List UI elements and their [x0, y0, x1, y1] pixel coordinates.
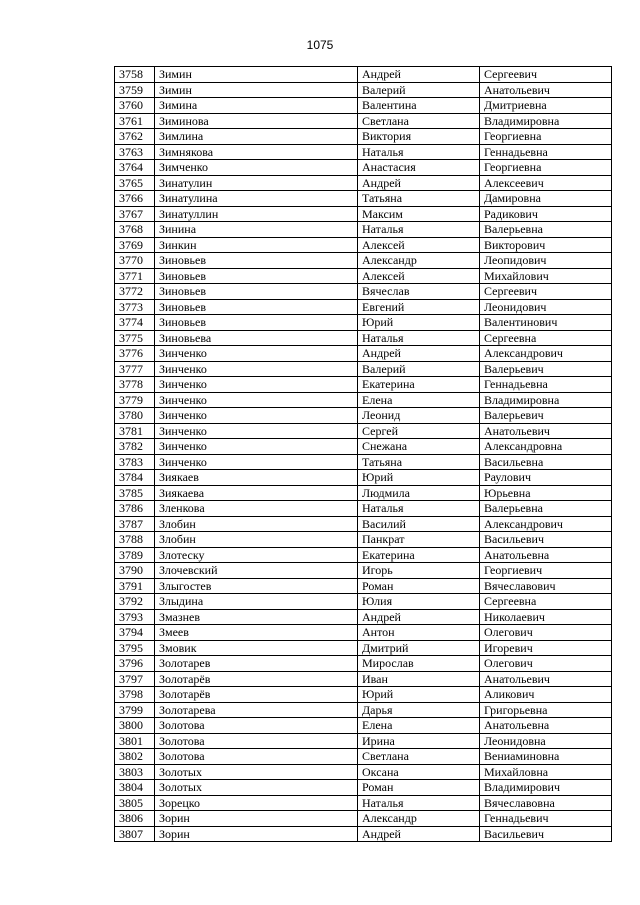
patronymic-cell: Анатольевна	[480, 547, 612, 563]
first-name-cell: Алексей	[358, 237, 480, 253]
patronymic-cell: Васильевич	[480, 532, 612, 548]
patronymic-cell: Сергеевич	[480, 67, 612, 83]
first-name-cell: Екатерина	[358, 377, 480, 393]
last-name-cell: Зинатуллин	[155, 206, 358, 222]
patronymic-cell: Геннадьевна	[480, 144, 612, 160]
last-name-cell: Золотарев	[155, 656, 358, 672]
table-row	[115, 98, 612, 114]
first-name-cell: Дарья	[358, 702, 480, 718]
last-name-cell: Зинченко	[155, 439, 358, 455]
first-name-cell: Александр	[358, 253, 480, 269]
last-name-cell: Зиновьев	[155, 253, 358, 269]
row-number-cell: 3784	[115, 470, 155, 486]
patronymic-cell: Анатольевич	[480, 423, 612, 439]
first-name-cell: Елена	[358, 392, 480, 408]
table-row	[115, 129, 612, 145]
patronymic-cell: Валерьевна	[480, 222, 612, 238]
first-name-cell: Евгений	[358, 299, 480, 315]
patronymic-cell: Валерьевна	[480, 501, 612, 517]
patronymic-cell: Васильевич	[480, 826, 612, 842]
table-row	[115, 392, 612, 408]
last-name-cell: Зиновьева	[155, 330, 358, 346]
row-number-cell: 3761	[115, 113, 155, 129]
last-name-cell: Зиминова	[155, 113, 358, 129]
patronymic-cell: Михайловна	[480, 764, 612, 780]
first-name-cell: Ирина	[358, 733, 480, 749]
last-name-cell: Злыдина	[155, 594, 358, 610]
last-name-cell: Зленкова	[155, 501, 358, 517]
patronymic-cell: Викторович	[480, 237, 612, 253]
first-name-cell: Юлия	[358, 594, 480, 610]
first-name-cell: Александр	[358, 811, 480, 827]
patronymic-cell: Валентинович	[480, 315, 612, 331]
last-name-cell: Злочевский	[155, 563, 358, 579]
names-table	[114, 66, 612, 842]
table-row	[115, 795, 612, 811]
table-row	[115, 191, 612, 207]
last-name-cell: Зинченко	[155, 377, 358, 393]
table-row	[115, 408, 612, 424]
first-name-cell: Светлана	[358, 749, 480, 765]
last-name-cell: Зинченко	[155, 361, 358, 377]
first-name-cell: Светлана	[358, 113, 480, 129]
first-name-cell: Елена	[358, 718, 480, 734]
patronymic-cell: Георгиевна	[480, 129, 612, 145]
row-number-cell: 3775	[115, 330, 155, 346]
first-name-cell: Алексей	[358, 268, 480, 284]
table-row	[115, 377, 612, 393]
last-name-cell: Зорин	[155, 811, 358, 827]
table-row	[115, 578, 612, 594]
table-row	[115, 671, 612, 687]
last-name-cell: Зинатулин	[155, 175, 358, 191]
table-row	[115, 563, 612, 579]
patronymic-cell: Валерьевич	[480, 408, 612, 424]
row-number-cell: 3803	[115, 764, 155, 780]
first-name-cell: Татьяна	[358, 191, 480, 207]
row-number-cell: 3768	[115, 222, 155, 238]
patronymic-cell: Дамировна	[480, 191, 612, 207]
last-name-cell: Зимченко	[155, 160, 358, 176]
row-number-cell: 3797	[115, 671, 155, 687]
last-name-cell: Зинченко	[155, 423, 358, 439]
table-row	[115, 640, 612, 656]
row-number-cell: 3776	[115, 346, 155, 362]
last-name-cell: Зинина	[155, 222, 358, 238]
first-name-cell: Андрей	[358, 609, 480, 625]
first-name-cell: Леонид	[358, 408, 480, 424]
row-number-cell: 3795	[115, 640, 155, 656]
last-name-cell: Зиновьев	[155, 315, 358, 331]
table-row	[115, 454, 612, 470]
last-name-cell: Золотых	[155, 764, 358, 780]
row-number-cell: 3807	[115, 826, 155, 842]
first-name-cell: Сергей	[358, 423, 480, 439]
first-name-cell: Игорь	[358, 563, 480, 579]
table-row	[115, 67, 612, 83]
table-row	[115, 826, 612, 842]
row-number-cell: 3781	[115, 423, 155, 439]
row-number-cell: 3792	[115, 594, 155, 610]
row-number-cell: 3780	[115, 408, 155, 424]
table-row	[115, 253, 612, 269]
last-name-cell: Зимин	[155, 67, 358, 83]
patronymic-cell: Владимировна	[480, 392, 612, 408]
first-name-cell: Наталья	[358, 144, 480, 160]
first-name-cell: Татьяна	[358, 454, 480, 470]
row-number-cell: 3798	[115, 687, 155, 703]
table-row	[115, 330, 612, 346]
patronymic-cell: Владимировна	[480, 113, 612, 129]
last-name-cell: Зиякаева	[155, 485, 358, 501]
last-name-cell: Зинкин	[155, 237, 358, 253]
row-number-cell: 3762	[115, 129, 155, 145]
row-number-cell: 3765	[115, 175, 155, 191]
first-name-cell: Валентина	[358, 98, 480, 114]
patronymic-cell: Юрьевна	[480, 485, 612, 501]
table-row	[115, 532, 612, 548]
patronymic-cell: Валерьевич	[480, 361, 612, 377]
row-number-cell: 3763	[115, 144, 155, 160]
last-name-cell: Злобин	[155, 532, 358, 548]
first-name-cell: Мирослав	[358, 656, 480, 672]
first-name-cell: Дмитрий	[358, 640, 480, 656]
last-name-cell: Зинченко	[155, 454, 358, 470]
table-row	[115, 439, 612, 455]
patronymic-cell: Геннадьевич	[480, 811, 612, 827]
first-name-cell: Наталья	[358, 222, 480, 238]
first-name-cell: Юрий	[358, 687, 480, 703]
patronymic-cell: Георгиевич	[480, 563, 612, 579]
last-name-cell: Золотова	[155, 718, 358, 734]
row-number-cell: 3796	[115, 656, 155, 672]
patronymic-cell: Анатольевич	[480, 671, 612, 687]
patronymic-cell: Вениаминовна	[480, 749, 612, 765]
row-number-cell: 3783	[115, 454, 155, 470]
page-number: 1075	[306, 38, 334, 52]
first-name-cell: Андрей	[358, 346, 480, 362]
patronymic-cell: Анатольевна	[480, 718, 612, 734]
first-name-cell: Панкрат	[358, 532, 480, 548]
row-number-cell: 3774	[115, 315, 155, 331]
last-name-cell: Змовик	[155, 640, 358, 656]
table-row	[115, 206, 612, 222]
row-number-cell: 3799	[115, 702, 155, 718]
patronymic-cell: Дмитриевна	[480, 98, 612, 114]
first-name-cell: Валерий	[358, 361, 480, 377]
table-row	[115, 284, 612, 300]
table-row	[115, 609, 612, 625]
first-name-cell: Василий	[358, 516, 480, 532]
row-number-cell: 3804	[115, 780, 155, 796]
patronymic-cell: Игоревич	[480, 640, 612, 656]
table-row	[115, 299, 612, 315]
last-name-cell: Зинченко	[155, 408, 358, 424]
last-name-cell: Золотова	[155, 733, 358, 749]
first-name-cell: Андрей	[358, 826, 480, 842]
table-row	[115, 656, 612, 672]
row-number-cell: 3791	[115, 578, 155, 594]
first-name-cell: Максим	[358, 206, 480, 222]
patronymic-cell: Аликович	[480, 687, 612, 703]
last-name-cell: Злотеску	[155, 547, 358, 563]
first-name-cell: Наталья	[358, 501, 480, 517]
first-name-cell: Юрий	[358, 315, 480, 331]
table-row	[115, 501, 612, 517]
last-name-cell: Золотых	[155, 780, 358, 796]
first-name-cell: Валерий	[358, 82, 480, 98]
table-row	[115, 423, 612, 439]
table-row	[115, 625, 612, 641]
table-row	[115, 594, 612, 610]
row-number-cell: 3772	[115, 284, 155, 300]
patronymic-cell: Алексеевич	[480, 175, 612, 191]
patronymic-cell: Геннадьевна	[480, 377, 612, 393]
last-name-cell: Зиновьев	[155, 284, 358, 300]
last-name-cell: Зинченко	[155, 346, 358, 362]
row-number-cell: 3760	[115, 98, 155, 114]
row-number-cell: 3766	[115, 191, 155, 207]
row-number-cell: 3794	[115, 625, 155, 641]
table-row	[115, 749, 612, 765]
last-name-cell: Золотарёв	[155, 687, 358, 703]
row-number-cell: 3790	[115, 563, 155, 579]
row-number-cell: 3788	[115, 532, 155, 548]
patronymic-cell: Григорьевна	[480, 702, 612, 718]
last-name-cell: Зиновьев	[155, 299, 358, 315]
first-name-cell: Наталья	[358, 330, 480, 346]
row-number-cell: 3759	[115, 82, 155, 98]
last-name-cell: Зимина	[155, 98, 358, 114]
table-row	[115, 470, 612, 486]
table-row	[115, 175, 612, 191]
patronymic-cell: Георгиевна	[480, 160, 612, 176]
row-number-cell: 3806	[115, 811, 155, 827]
first-name-cell: Юрий	[358, 470, 480, 486]
table-row	[115, 222, 612, 238]
row-number-cell: 3805	[115, 795, 155, 811]
table-row	[115, 268, 612, 284]
last-name-cell: Зинченко	[155, 392, 358, 408]
last-name-cell: Зиновьев	[155, 268, 358, 284]
table-row	[115, 516, 612, 532]
table-row	[115, 547, 612, 563]
table-row	[115, 113, 612, 129]
first-name-cell: Иван	[358, 671, 480, 687]
patronymic-cell: Леонидовна	[480, 733, 612, 749]
patronymic-cell: Олегович	[480, 625, 612, 641]
first-name-cell: Екатерина	[358, 547, 480, 563]
row-number-cell: 3770	[115, 253, 155, 269]
table-row	[115, 702, 612, 718]
table-row	[115, 346, 612, 362]
table-row	[115, 687, 612, 703]
patronymic-cell: Сергеевич	[480, 284, 612, 300]
first-name-cell: Людмила	[358, 485, 480, 501]
patronymic-cell: Александрович	[480, 516, 612, 532]
patronymic-cell: Леопидович	[480, 253, 612, 269]
row-number-cell: 3769	[115, 237, 155, 253]
names-table-body	[115, 67, 612, 842]
patronymic-cell: Сергеевна	[480, 594, 612, 610]
last-name-cell: Змазнев	[155, 609, 358, 625]
table-row	[115, 718, 612, 734]
table-row	[115, 160, 612, 176]
row-number-cell: 3767	[115, 206, 155, 222]
patronymic-cell: Васильевна	[480, 454, 612, 470]
table-row	[115, 485, 612, 501]
patronymic-cell: Александровна	[480, 439, 612, 455]
first-name-cell: Виктория	[358, 129, 480, 145]
patronymic-cell: Вячеславович	[480, 578, 612, 594]
last-name-cell: Зимлина	[155, 129, 358, 145]
last-name-cell: Злыгостев	[155, 578, 358, 594]
last-name-cell: Зимин	[155, 82, 358, 98]
row-number-cell: 3771	[115, 268, 155, 284]
row-number-cell: 3787	[115, 516, 155, 532]
last-name-cell: Зорин	[155, 826, 358, 842]
patronymic-cell: Раулович	[480, 470, 612, 486]
patronymic-cell: Вячеславовна	[480, 795, 612, 811]
last-name-cell: Зорецко	[155, 795, 358, 811]
first-name-cell: Наталья	[358, 795, 480, 811]
row-number-cell: 3802	[115, 749, 155, 765]
row-number-cell: 3782	[115, 439, 155, 455]
first-name-cell: Роман	[358, 578, 480, 594]
table-row	[115, 361, 612, 377]
table-row	[115, 733, 612, 749]
table-row	[115, 764, 612, 780]
row-number-cell: 3773	[115, 299, 155, 315]
row-number-cell: 3793	[115, 609, 155, 625]
row-number-cell: 3789	[115, 547, 155, 563]
last-name-cell: Золотарёв	[155, 671, 358, 687]
row-number-cell: 3777	[115, 361, 155, 377]
row-number-cell: 3764	[115, 160, 155, 176]
first-name-cell: Андрей	[358, 67, 480, 83]
patronymic-cell: Владимирович	[480, 780, 612, 796]
first-name-cell: Андрей	[358, 175, 480, 191]
patronymic-cell: Николаевич	[480, 609, 612, 625]
table-row	[115, 237, 612, 253]
patronymic-cell: Сергеевна	[480, 330, 612, 346]
first-name-cell: Оксана	[358, 764, 480, 780]
patronymic-cell: Радикович	[480, 206, 612, 222]
row-number-cell: 3785	[115, 485, 155, 501]
row-number-cell: 3801	[115, 733, 155, 749]
row-number-cell: 3758	[115, 67, 155, 83]
last-name-cell: Золотарева	[155, 702, 358, 718]
last-name-cell: Зинатулина	[155, 191, 358, 207]
patronymic-cell: Александрович	[480, 346, 612, 362]
row-number-cell: 3779	[115, 392, 155, 408]
last-name-cell: Золотова	[155, 749, 358, 765]
patronymic-cell: Леонидович	[480, 299, 612, 315]
last-name-cell: Змеев	[155, 625, 358, 641]
last-name-cell: Зиякаев	[155, 470, 358, 486]
patronymic-cell: Анатольевич	[480, 82, 612, 98]
patronymic-cell: Михайлович	[480, 268, 612, 284]
first-name-cell: Снежана	[358, 439, 480, 455]
last-name-cell: Злобин	[155, 516, 358, 532]
table-row	[115, 811, 612, 827]
table-row	[115, 144, 612, 160]
table-row	[115, 780, 612, 796]
first-name-cell: Анастасия	[358, 160, 480, 176]
row-number-cell: 3786	[115, 501, 155, 517]
table-row	[115, 315, 612, 331]
first-name-cell: Вячеслав	[358, 284, 480, 300]
first-name-cell: Роман	[358, 780, 480, 796]
row-number-cell: 3778	[115, 377, 155, 393]
first-name-cell: Антон	[358, 625, 480, 641]
table-row	[115, 82, 612, 98]
row-number-cell: 3800	[115, 718, 155, 734]
last-name-cell: Зимнякова	[155, 144, 358, 160]
patronymic-cell: Олегович	[480, 656, 612, 672]
